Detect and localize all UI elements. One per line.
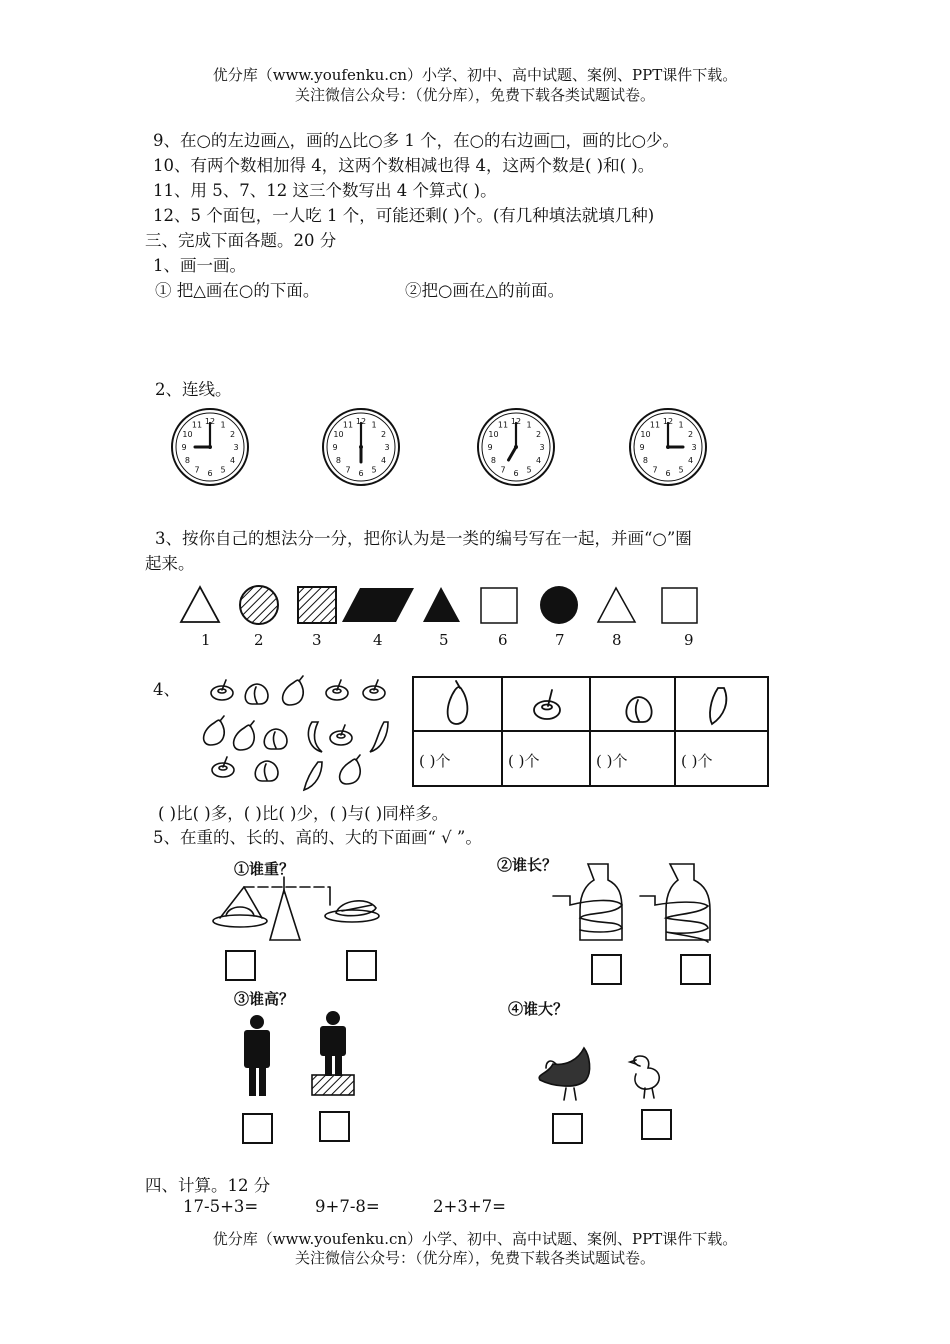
svg-text:4: 4 <box>229 456 236 465</box>
svg-text:5: 5 <box>220 465 226 475</box>
shape-number-7: 7 <box>555 631 565 649</box>
svg-text:8: 8 <box>335 456 342 465</box>
part-4-compare: ( )比( )多，( )比( )少，( )与( )同样多。 <box>158 804 449 823</box>
part-4-label: 4、 <box>153 680 180 699</box>
section-4-title: 四、计算。12 分 <box>145 1176 271 1195</box>
answer-box-big-right[interactable] <box>641 1109 672 1140</box>
svg-text:11: 11 <box>191 420 203 430</box>
shape-number-2: 2 <box>254 631 264 649</box>
svg-text:2: 2 <box>687 430 694 439</box>
svg-text:9: 9 <box>181 443 187 452</box>
answer-box-long-right[interactable] <box>680 954 711 985</box>
part-1-a: ① 把△画在○的下面。 <box>155 281 320 300</box>
equation-1: 17-5+3= <box>183 1197 259 1216</box>
svg-text:10: 10 <box>488 430 499 439</box>
page-header-line1: 优分库（www.youfenku.cn）小学、初中、高中试题、案例、PPT课件下载。 <box>212 66 738 84</box>
question-9: 9、在○的左边画△，画的△比○多 1 个，在○的右边画□，画的比○少。 <box>153 131 680 150</box>
svg-text:7: 7 <box>652 465 658 475</box>
svg-text:1: 1 <box>220 420 226 430</box>
svg-text:1: 1 <box>526 420 532 430</box>
equation-2: 9+7-8= <box>315 1197 380 1216</box>
svg-text:10: 10 <box>640 430 651 439</box>
part-1-b: ②把○画在△的前面。 <box>405 281 565 300</box>
shape-number-9: 9 <box>684 631 694 649</box>
balance-scale-icon <box>213 877 379 940</box>
svg-text:3: 3 <box>384 443 390 452</box>
svg-text:3: 3 <box>233 443 239 452</box>
bottle-rope-icon <box>553 864 710 942</box>
svg-text:5: 5 <box>526 465 532 475</box>
section-3-title: 三、完成下面各题。20 分 <box>145 231 337 250</box>
svg-text:11: 11 <box>497 420 509 430</box>
answer-box-big-left[interactable] <box>552 1113 583 1144</box>
svg-text:4: 4 <box>380 456 387 465</box>
shape-number-3: 3 <box>312 631 322 649</box>
count-cell-apple: ( )个 <box>508 752 540 770</box>
svg-text:6: 6 <box>207 469 213 478</box>
shape-number-6: 6 <box>498 631 508 649</box>
count-cell-banana: ( )个 <box>681 752 713 770</box>
q5-3-label: ③谁高？ <box>234 990 295 1008</box>
svg-text:8: 8 <box>490 456 497 465</box>
svg-text:9: 9 <box>332 443 338 452</box>
svg-text:10: 10 <box>333 430 344 439</box>
svg-text:10: 10 <box>182 430 193 439</box>
svg-text:12: 12 <box>204 417 216 426</box>
answer-box-tall-right[interactable] <box>319 1111 350 1142</box>
page-footer-line1: 优分库（www.youfenku.cn）小学、初中、高中试题、案例、PPT课件下载。 <box>212 1230 738 1248</box>
svg-text:3: 3 <box>539 443 545 452</box>
hen-icon <box>539 1048 589 1100</box>
shape-number-4: 4 <box>373 631 383 649</box>
svg-text:6: 6 <box>513 469 519 478</box>
svg-text:5: 5 <box>371 465 377 475</box>
question-10: 10、有两个数相加得 4，这两个数相减也得 4，这两个数是( )和( )。 <box>153 156 655 175</box>
svg-text:2: 2 <box>535 430 542 439</box>
part-1-title: 1、画一画。 <box>153 256 246 275</box>
q5-2-label: ②谁长？ <box>497 856 558 874</box>
svg-text:7: 7 <box>194 465 200 475</box>
svg-text:7: 7 <box>500 465 506 475</box>
q5-1-label: ①谁重？ <box>234 860 295 878</box>
svg-text:8: 8 <box>642 456 649 465</box>
svg-text:11: 11 <box>649 420 661 430</box>
answer-box-heavy-left[interactable] <box>225 950 256 981</box>
part-3-line1: 3、按你自己的想法分一分，把你认为是一类的编号写在一起，并画“○”圈 <box>155 529 692 548</box>
page-footer-line2: 关注微信公众号：（优分库），免费下载各类试题试卷。 <box>294 1249 655 1267</box>
svg-text:12: 12 <box>510 417 522 426</box>
svg-text:7: 7 <box>345 465 351 475</box>
count-cell-peach: ( )个 <box>596 752 628 770</box>
svg-text:4: 4 <box>535 456 542 465</box>
svg-text:11: 11 <box>342 420 354 430</box>
equation-3: 2+3+7= <box>433 1197 506 1216</box>
svg-text:2: 2 <box>380 430 387 439</box>
part-5-title: 5、在重的、长的、高的、大的下面画“ √ ”。 <box>153 828 482 847</box>
shape-number-1: 1 <box>201 631 211 649</box>
svg-text:3: 3 <box>691 443 697 452</box>
part-3-line2: 起来。 <box>145 554 195 573</box>
chick-icon <box>630 1056 659 1098</box>
question-12: 12、5 个面包，一人吃 1 个，可能还剩( )个。(有几种填法就填几种) <box>153 206 655 225</box>
answer-box-long-left[interactable] <box>591 954 622 985</box>
svg-text:6: 6 <box>665 469 671 478</box>
part-2-title: 2、连线。 <box>155 380 232 399</box>
stool-icon <box>312 1075 354 1095</box>
question-11: 11、用 5、7、12 这三个数写出 4 个算式( )。 <box>153 181 497 200</box>
svg-text:5: 5 <box>678 465 684 475</box>
person-on-stool-icon <box>320 1011 346 1076</box>
shape-number-8: 8 <box>612 631 622 649</box>
svg-text:9: 9 <box>639 443 645 452</box>
svg-text:4: 4 <box>687 456 694 465</box>
svg-text:1: 1 <box>371 420 377 430</box>
person-short-icon <box>244 1015 270 1096</box>
svg-text:8: 8 <box>184 456 191 465</box>
svg-text:12: 12 <box>662 417 674 426</box>
svg-text:1: 1 <box>678 420 684 430</box>
svg-text:9: 9 <box>487 443 493 452</box>
answer-box-heavy-right[interactable] <box>346 950 377 981</box>
svg-text:12: 12 <box>355 417 367 426</box>
answer-box-tall-left[interactable] <box>242 1113 273 1144</box>
count-cell-pear: ( )个 <box>419 752 451 770</box>
svg-text:2: 2 <box>229 430 236 439</box>
q5-4-label: ④谁大？ <box>508 1000 569 1018</box>
shape-number-5: 5 <box>439 631 449 649</box>
svg-text:6: 6 <box>358 469 364 478</box>
page-header-line2: 关注微信公众号：（优分库），免费下载各类试题试卷。 <box>294 86 655 104</box>
